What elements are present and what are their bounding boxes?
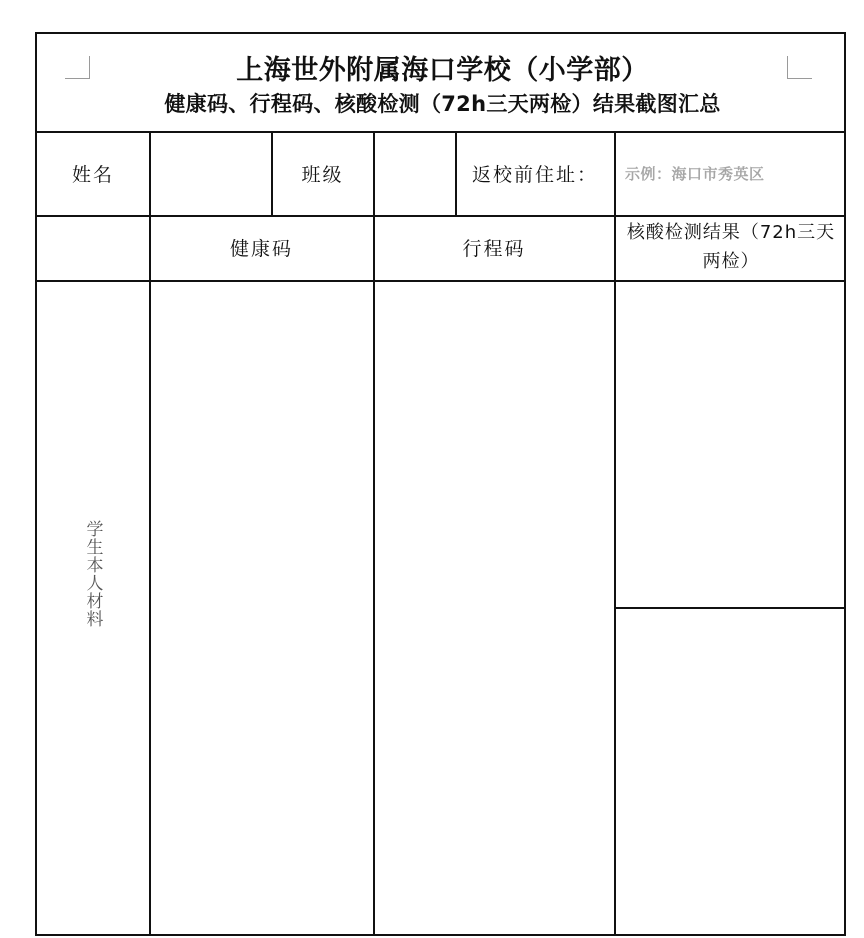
form-subtitle: 健康码、行程码、核酸检测（72h三天两检）结果截图汇总 [164,92,721,116]
column-header-blank [37,215,149,280]
health-code-upload-area[interactable] [151,282,372,935]
address-label: 返校前住址： [471,163,598,186]
class-value[interactable] [374,131,455,215]
form-sheet [35,32,846,936]
nucleic-result-upload-area-2[interactable] [616,609,843,935]
row-label-student-materials: 学生本人材料 [82,520,103,628]
form-title: 上海世外附属海口学校（小学部） [236,55,649,86]
rule-info-col-5 [614,131,616,215]
name-value[interactable] [150,131,271,215]
itinerary-code-upload-area[interactable] [375,282,613,935]
column-header-nucleic-result: 核酸检测结果（72h三天两检） [626,222,836,272]
address-placeholder[interactable]: 示例：海口市秀英区 [625,164,765,183]
column-header-health-code: 健康码 [229,238,293,260]
nucleic-result-upload-area-1[interactable] [616,282,843,606]
class-label: 班级 [301,163,344,186]
name-label: 姓名 [71,163,114,186]
column-header-itinerary-code: 行程码 [462,238,526,260]
